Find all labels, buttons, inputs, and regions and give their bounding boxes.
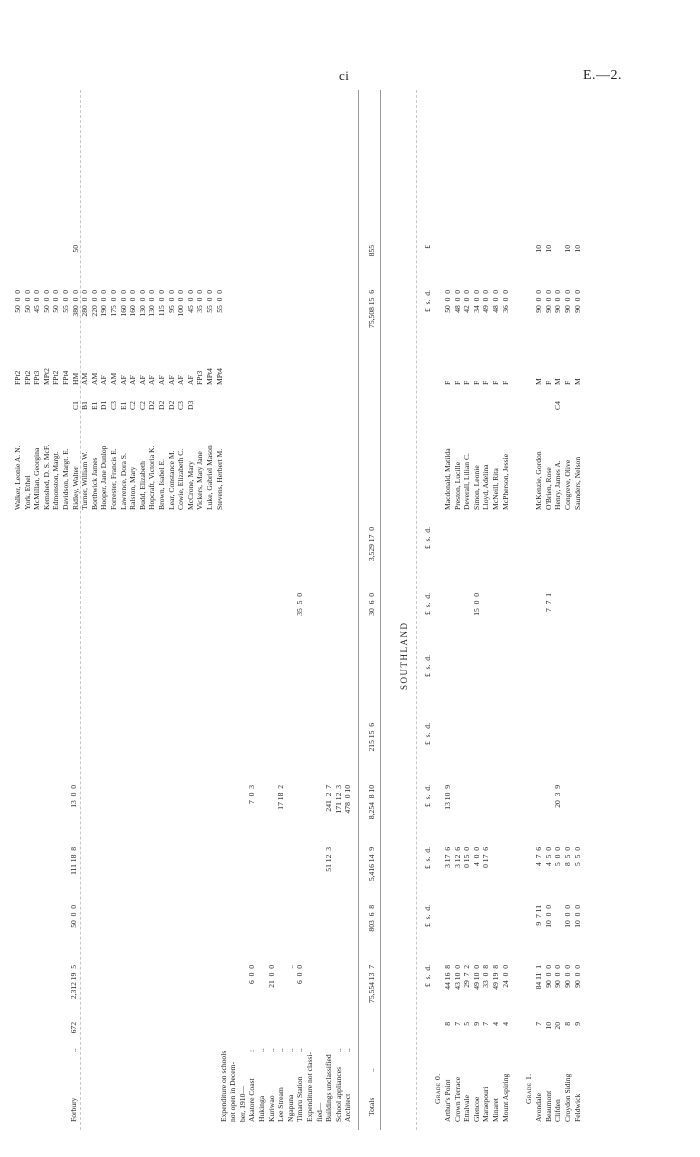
salary-amount: 90 0 0 <box>553 290 563 313</box>
amount-v1: 90 0 0 <box>543 965 553 988</box>
salary-amount: 380 0 0 <box>70 290 80 317</box>
attendance-value: 20 <box>553 1022 563 1030</box>
position-code: AF <box>118 375 128 385</box>
amount-v4: 7 0 3 <box>247 785 257 804</box>
position-code: F <box>481 380 491 385</box>
classification-code: D3 <box>185 400 195 410</box>
amount-v1: 33 0 8 <box>481 965 491 988</box>
classification-code: D2 <box>147 400 157 410</box>
position-code: F <box>443 380 452 385</box>
attendance-value: 9 <box>471 1022 481 1026</box>
attendance-value: 4 <box>500 1022 510 1026</box>
school-name: Beaumont <box>543 1090 553 1122</box>
position-code: F <box>452 380 462 385</box>
classification-code: B1 <box>80 401 90 410</box>
school-name: Croydon Siding <box>563 1073 572 1122</box>
ledger-row-name: Expenditure not classi- <box>305 1051 314 1122</box>
rotated-table <box>10 75 690 1130</box>
money-header: £ s. d. <box>423 290 432 312</box>
allowance-amount: 10 <box>543 245 553 253</box>
salary-amount: 49 0 0 <box>481 290 491 313</box>
total-v3: 5,416 14 9 <box>367 847 376 882</box>
amount-v7: 35 5 0 <box>295 593 305 616</box>
teacher-name: Ralston, Mary <box>128 466 138 510</box>
amount-v4: 13 10 9 <box>443 785 452 810</box>
total-v8: 3,529 17 0 <box>367 527 376 562</box>
money-header: £ s. d. <box>423 655 432 677</box>
teacher-name: Ridley, Walter <box>70 466 80 510</box>
leader-dots: .. <box>343 1048 353 1052</box>
ledger-row-name: Expenditure on schools <box>218 1050 228 1122</box>
teacher-name: Cowie, Elizabeth C. <box>176 448 186 510</box>
allowance-amount: 10 <box>563 245 572 253</box>
position-code: AF <box>157 375 166 385</box>
leader-dots: .. <box>367 1068 376 1072</box>
teacher-name: Stevens, Herbert M. <box>214 448 224 510</box>
amount-v1: 84 11 1 <box>534 965 544 990</box>
teacher-name: Saunders, Nelson <box>572 456 582 510</box>
salary-amount: 34 0 0 <box>471 290 481 313</box>
amount-v7: 15 0 0 <box>471 593 481 616</box>
teacher-name: Lawrence, Dora S. <box>118 453 128 510</box>
position-code: AM <box>89 372 99 385</box>
amount-v3: 3 12 6 <box>452 847 462 868</box>
attendance-value: 4 <box>491 1022 500 1026</box>
salary-amount: 90 0 0 <box>572 290 582 313</box>
allowance-amount: 10 <box>572 245 582 253</box>
amount-v3: 4 0 0 <box>471 847 481 866</box>
teacher-name: Brown, Isabel E. <box>157 458 166 510</box>
position-code: AM <box>80 372 90 385</box>
amount-v1: 90 0 0 <box>553 965 563 988</box>
amount-v1: 29 7 2 <box>462 965 472 988</box>
salary-amount: 90 0 0 <box>563 290 572 313</box>
position-code: AF <box>185 375 195 385</box>
total-v2: 803 6 8 <box>367 905 376 932</box>
salary-amount: 130 0 0 <box>147 290 157 317</box>
amount-v1: 44 16 8 <box>443 965 452 990</box>
amount-v1: 6 0 0 <box>247 965 257 984</box>
position-code: F <box>500 380 510 385</box>
allowance-amount: 50 <box>70 245 80 253</box>
salary-amount: 95 0 0 <box>166 290 176 313</box>
amount-v1: 49 19 8 <box>491 965 500 990</box>
salary-amount: 130 0 0 <box>137 290 147 317</box>
ledger-row-name: Kuriwao <box>266 1095 276 1122</box>
position-code: AF <box>128 375 138 385</box>
salary-amount: 50 0 0 <box>443 290 452 313</box>
ledger-row-name: Hukinga <box>257 1095 266 1122</box>
teacher-name: Simon, Leonie <box>471 465 481 510</box>
amount-v1: 90 0 0 <box>563 965 572 988</box>
position-code: F <box>491 380 500 385</box>
amount-v2: 10 0 0 <box>543 905 553 928</box>
salary-amount: 55 0 0 <box>214 290 224 313</box>
attendance-value: 7 <box>481 1022 491 1026</box>
salary-amount: 160 0 0 <box>128 290 138 317</box>
teacher-name: McNeill, Rita <box>491 468 500 510</box>
region-title: SOUTHLAND <box>399 621 409 690</box>
salary-amount: 36 0 0 <box>500 290 510 313</box>
salary-amount: 35 0 0 <box>195 290 205 313</box>
amount-v3: 8 5 0 <box>563 847 572 866</box>
money-header: £ s. d. <box>423 723 432 745</box>
salary-amount: 50 0 0 <box>51 290 61 313</box>
position-code: FPt2 <box>13 370 22 385</box>
school-name: Arthur's Point <box>443 1079 452 1122</box>
teacher-name: Deverall, Lilian C. <box>462 453 472 510</box>
salary-amount: 45 0 0 <box>32 290 42 313</box>
teacher-name: Lear, Constance M. <box>166 450 176 510</box>
total-v5: 215 15 6 <box>367 723 376 752</box>
position-code: FPt4 <box>61 370 70 385</box>
attendance-value: 5 <box>462 1022 472 1026</box>
amount-v4: 171 12 3 <box>333 785 343 814</box>
attendance-value: 8 <box>443 1022 452 1026</box>
salary-amount: 90 0 0 <box>543 290 553 313</box>
amount-v3: 5 0 0 <box>553 847 563 866</box>
teacher-name: Congreve, Olive <box>563 459 572 510</box>
money-header: £ s. d. <box>423 785 432 807</box>
teacher-name: Hooper, Jane Dunlop <box>99 445 109 510</box>
teacher-name: Henry, James A. <box>553 460 563 510</box>
school-name: Clifden <box>553 1099 563 1122</box>
teacher-name: McCrone, Mary <box>185 461 195 510</box>
position-code: MPt4 <box>205 368 214 385</box>
amount-v2: 10 0 0 <box>563 905 572 928</box>
ledger-row-name: Lee Stream <box>276 1087 286 1122</box>
money-header: £ <box>423 245 432 249</box>
money-header: £ s. d. <box>423 965 432 987</box>
teacher-name: Budd, Elizabeth <box>137 461 147 510</box>
salary-amount: 175 0 0 <box>109 290 118 317</box>
total-v1: 75,554 13 7 <box>367 965 376 1003</box>
ledger-row-name: fied— <box>314 1102 324 1122</box>
teacher-name: Forrester, Francis E. <box>109 448 118 510</box>
school-name: Avondale <box>534 1093 544 1122</box>
position-code: F <box>543 380 553 385</box>
salary-amount: 280 0 0 <box>80 290 90 317</box>
salary-amount: 42 0 0 <box>462 290 472 313</box>
teacher-name: Walker, Leonie A. N. <box>13 445 22 510</box>
position-code: AF <box>137 375 147 385</box>
school-name: Minaret <box>491 1097 500 1122</box>
money-header: £ s. d. <box>423 593 432 615</box>
school-name: Mount Aspiring <box>500 1073 510 1122</box>
teacher-name: Macdonald, Matilda <box>443 448 452 510</box>
classification-code: C3 <box>176 401 186 410</box>
teacher-name: Turner, William W. <box>80 451 90 510</box>
salary-amount: 50 0 0 <box>13 290 22 313</box>
position-code: F <box>462 380 472 385</box>
allowance-amount: 10 <box>534 245 544 253</box>
position-code: AF <box>99 375 109 385</box>
position-code: FPt3 <box>195 370 205 385</box>
classification-code: C1 <box>70 401 80 410</box>
position-code: AF <box>176 375 186 385</box>
attendance-value: 7 <box>452 1022 462 1026</box>
amount-v3: 4 5 0 <box>543 847 553 866</box>
amount-v7: 7 7 1 <box>543 593 553 612</box>
leader-dots: .. <box>69 1048 78 1052</box>
teacher-allowance-total: 855 <box>367 245 376 257</box>
salary-amount: 190 0 0 <box>99 290 109 317</box>
leader-dots: .. <box>257 1048 266 1052</box>
ledger-row-name: ber, 1910— <box>237 1086 247 1122</box>
amount-v1: 21 0 0 <box>266 965 276 988</box>
amount-v3: 111 18 8 <box>69 847 78 875</box>
salary-amount: 100 0 0 <box>176 290 186 317</box>
ledger-row-name: Forbury <box>69 1097 78 1122</box>
total-v7: 30 6 0 <box>367 593 376 616</box>
amount-v4: 13 0 0 <box>69 785 78 808</box>
classification-code: D1 <box>99 400 109 410</box>
position-code: F <box>471 380 481 385</box>
amount-v4: 17 18 2 <box>276 785 286 810</box>
position-code: HM <box>70 372 80 385</box>
money-header: £ s. d. <box>423 527 432 549</box>
classification-code: D2 <box>166 400 176 410</box>
amount-v3: 5 5 0 <box>572 847 582 866</box>
salary-amount: 45 0 0 <box>185 290 195 313</box>
amount-v1: 43 10 0 <box>452 965 462 990</box>
page-number: ci <box>339 68 350 83</box>
amount-v4: 478 0 10 <box>343 785 353 814</box>
teacher-name: Preston, Lucille <box>452 461 462 510</box>
salary-amount: 220 0 0 <box>89 290 99 317</box>
attendance-value: 672 <box>69 1022 78 1034</box>
ledger-row-name: School appliances <box>333 1066 343 1122</box>
amount-v2: 10 0 0 <box>572 905 582 928</box>
salary-amount: 50 0 0 <box>22 290 32 313</box>
salary-amount: 50 0 0 <box>41 290 51 313</box>
teacher-name: Hopcraft, Victoria K. <box>147 445 157 510</box>
school-name: Ettalvale <box>462 1095 472 1122</box>
teacher-name: Vickers, Mary Jane <box>195 451 205 510</box>
classification-code: C2 <box>137 401 147 410</box>
position-code: FPt2 <box>22 370 32 385</box>
amount-v1: 6 0 0 <box>295 965 305 984</box>
classification-code: C2 <box>128 401 138 410</box>
position-code: M <box>572 378 582 385</box>
teacher-name: Davidson, Margt. E. <box>61 448 70 510</box>
salary-amount: 90 0 0 <box>534 290 544 313</box>
column-rule <box>80 90 81 1130</box>
ledger-row-name: not open in Decem- <box>228 1061 238 1122</box>
position-code: AM <box>109 372 118 385</box>
grade-heading: Grade 1. <box>524 1073 534 1104</box>
amount-v2: 9 7 11 <box>534 905 544 926</box>
ledger-row-name: Ngapuna <box>285 1094 295 1122</box>
teacher-name: Edmonston, Margt. <box>51 451 61 510</box>
amount-v3: 4 7 6 <box>534 847 544 866</box>
ledger-row-name: Timaru Station <box>295 1076 305 1122</box>
amount-v1: 2,312 19 5 <box>69 965 78 1000</box>
classification-code: D2 <box>157 400 166 410</box>
salary-amount: 160 0 0 <box>118 290 128 317</box>
amount-v2: 50 0 0 <box>69 905 78 928</box>
amount-v3: 0 15 0 <box>462 847 472 868</box>
attendance-value: 7 <box>534 1022 544 1026</box>
salary-amount: 48 0 0 <box>452 290 462 313</box>
teacher-name: McKenzie, Gordon <box>534 451 544 510</box>
salary-amount: 48 0 0 <box>491 290 500 313</box>
ledger-row-name: Architect <box>343 1093 353 1122</box>
position-code: M <box>553 378 563 385</box>
amount-v1: 90 0 0 <box>572 965 582 988</box>
report-reference: E.—2. <box>583 68 623 83</box>
amount-v3: 3 17 6 <box>443 847 452 868</box>
amount-v4: 241 2 7 <box>324 785 334 812</box>
teacher-name: Kemshed, D. S. McF. <box>41 444 51 510</box>
leader-dots: .. <box>295 1048 305 1052</box>
teacher-name: Lloyd, Adelina <box>481 464 491 510</box>
ledger-row-name: Buildings unclassified <box>324 1054 334 1122</box>
position-code: MPt4 <box>214 368 224 385</box>
school-name: Maraepouri <box>481 1086 491 1122</box>
school-name: Crown Terrace <box>452 1076 462 1122</box>
leader-dots: .. <box>266 1048 276 1052</box>
teacher-name: McPherson, Jessie <box>500 453 510 510</box>
teacher-name: Luke, Gabriel Mason <box>205 445 214 510</box>
amount-v3: 0 17 6 <box>481 847 491 868</box>
leader-dots: .. <box>333 1048 343 1052</box>
attendance-value: 9 <box>572 1022 582 1026</box>
money-header: £ s. d. <box>423 847 432 869</box>
school-name: Glencoe <box>471 1096 481 1122</box>
totals-rule <box>380 90 381 1130</box>
money-header: £ s. d. <box>423 905 432 927</box>
salary-amount: 55 0 0 <box>205 290 214 313</box>
total-v4: 8,254 8 10 <box>367 785 376 820</box>
position-code: AF <box>166 375 176 385</box>
position-code: F <box>563 380 572 385</box>
amount-v1: .. <box>285 965 295 969</box>
amount-v3: 51 12 3 <box>324 847 334 872</box>
ledger-row-name: Akatore Coast <box>247 1078 257 1122</box>
leader-dots: : <box>247 1049 257 1052</box>
totals-rule <box>358 90 359 1130</box>
position-code: FPt3 <box>32 370 42 385</box>
teacher-name: O'Brien, Rose <box>543 467 553 510</box>
position-code: AF <box>147 375 157 385</box>
position-code: M <box>534 378 544 385</box>
teacher-name: McMillan, Georgina <box>32 447 42 510</box>
attendance-value: 8 <box>563 1022 572 1026</box>
teacher-salary-total: 75,508 15 6 <box>367 290 376 328</box>
section-rule <box>416 90 417 1130</box>
leader-dots: .. <box>276 1048 286 1052</box>
classification-code: C4 <box>553 401 563 410</box>
amount-v1: 49 10 0 <box>471 965 481 990</box>
amount-v1: 24 0 0 <box>500 965 510 988</box>
position-code: FPt2 <box>51 370 61 385</box>
classification-code: C3 <box>109 401 118 410</box>
grade-heading: Grade 0. <box>433 1073 442 1104</box>
amount-v4: 20 3 9 <box>553 785 563 808</box>
salary-amount: 115 0 0 <box>157 290 166 317</box>
teacher-name: Borthwick James <box>89 457 99 510</box>
totals-label: Totals <box>367 1097 376 1116</box>
salary-amount: 55 0 0 <box>61 290 70 313</box>
leader-dots: .. <box>285 1048 295 1052</box>
attendance-value: 10 <box>543 1022 553 1030</box>
classification-code: E1 <box>89 401 99 410</box>
position-code: MPt2 <box>41 368 51 385</box>
teacher-name: York, Ethel <box>22 475 32 510</box>
classification-code: E1 <box>118 401 128 410</box>
school-name: Feldwick <box>572 1093 582 1122</box>
